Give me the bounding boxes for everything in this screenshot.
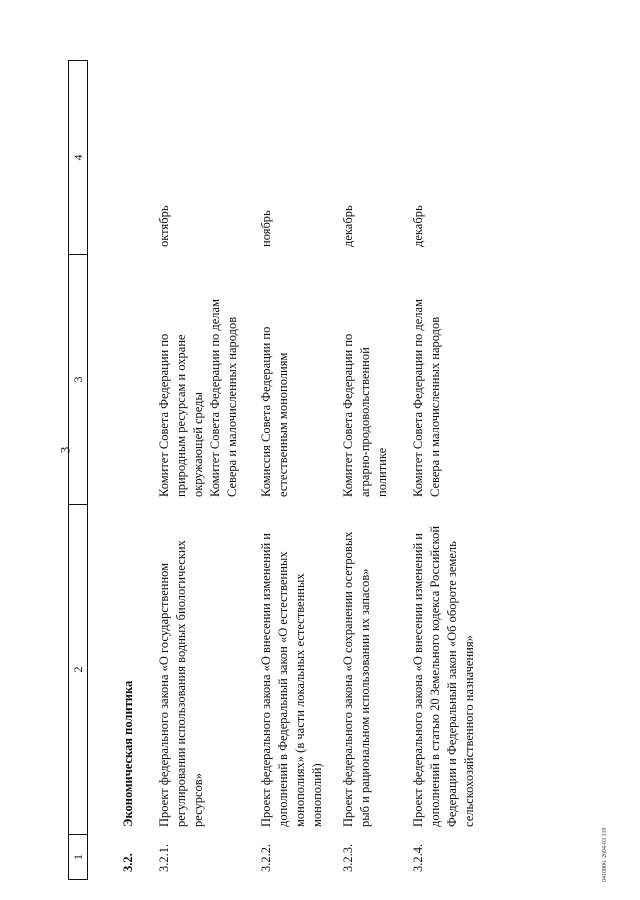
page-number: 3 — [57, 446, 73, 454]
row-number: 3.2.4. — [411, 843, 425, 872]
row-responsible: Комитет Совета Федерации по природным ресурсам и охране окружающей среды Комитет Совета Федерации по делам Севера и малочисленных народов — [157, 298, 239, 497]
row-term: октябрь — [157, 205, 171, 247]
row-responsible: Комитет Совета Федерации по делам Севера и малочисленных народов — [411, 298, 442, 497]
row-title: Проект федерального закона «О сохранении осетровых рыб и рациональном использовании их запасов» — [341, 531, 372, 827]
document-code: 0410806. 2604-03 319 — [602, 827, 608, 882]
row-number: 3.2.2. — [259, 843, 273, 872]
row-term: декабрь — [411, 205, 425, 247]
row-responsible: Комитет Совета Федерации по аграрно-продовольственной политике — [341, 333, 389, 497]
row-term: декабрь — [341, 205, 355, 247]
header-col-2: 2 — [69, 504, 87, 834]
row-number: 3.2.3. — [341, 843, 355, 872]
row-title: Проект федерального закона «О внесении изменений и дополнений в Федеральный закон «О естественных монополиях» (в части локальных естественных монополий) — [259, 533, 324, 827]
row-title: Проект федерального закона «О государственном регулировании использования водных биологических ресурсов» — [157, 540, 205, 827]
header-col-4: 4 — [71, 154, 85, 161]
section-title: Экономическая политика — [121, 680, 135, 827]
row-number: 3.2.1. — [157, 843, 171, 872]
row-title: Проект федерального закона «О внесении изменений и дополнений в статью 20 Земельного кодекса Российской Федерации и Федеральный закон «Об обороте земель сельскохозяйственного назначения» — [411, 525, 476, 827]
section-number: 3.2. — [121, 853, 135, 872]
row-term: ноябрь — [259, 210, 273, 247]
plan-table — [68, 60, 578, 880]
header-col-1: 1 — [69, 834, 87, 879]
table-header-row — [68, 60, 88, 880]
row-responsible: Комиссия Совета Федерации по естественным монополиям — [259, 326, 290, 497]
rotated-page — [40, 30, 630, 890]
header-col-3: 3 — [69, 254, 87, 504]
